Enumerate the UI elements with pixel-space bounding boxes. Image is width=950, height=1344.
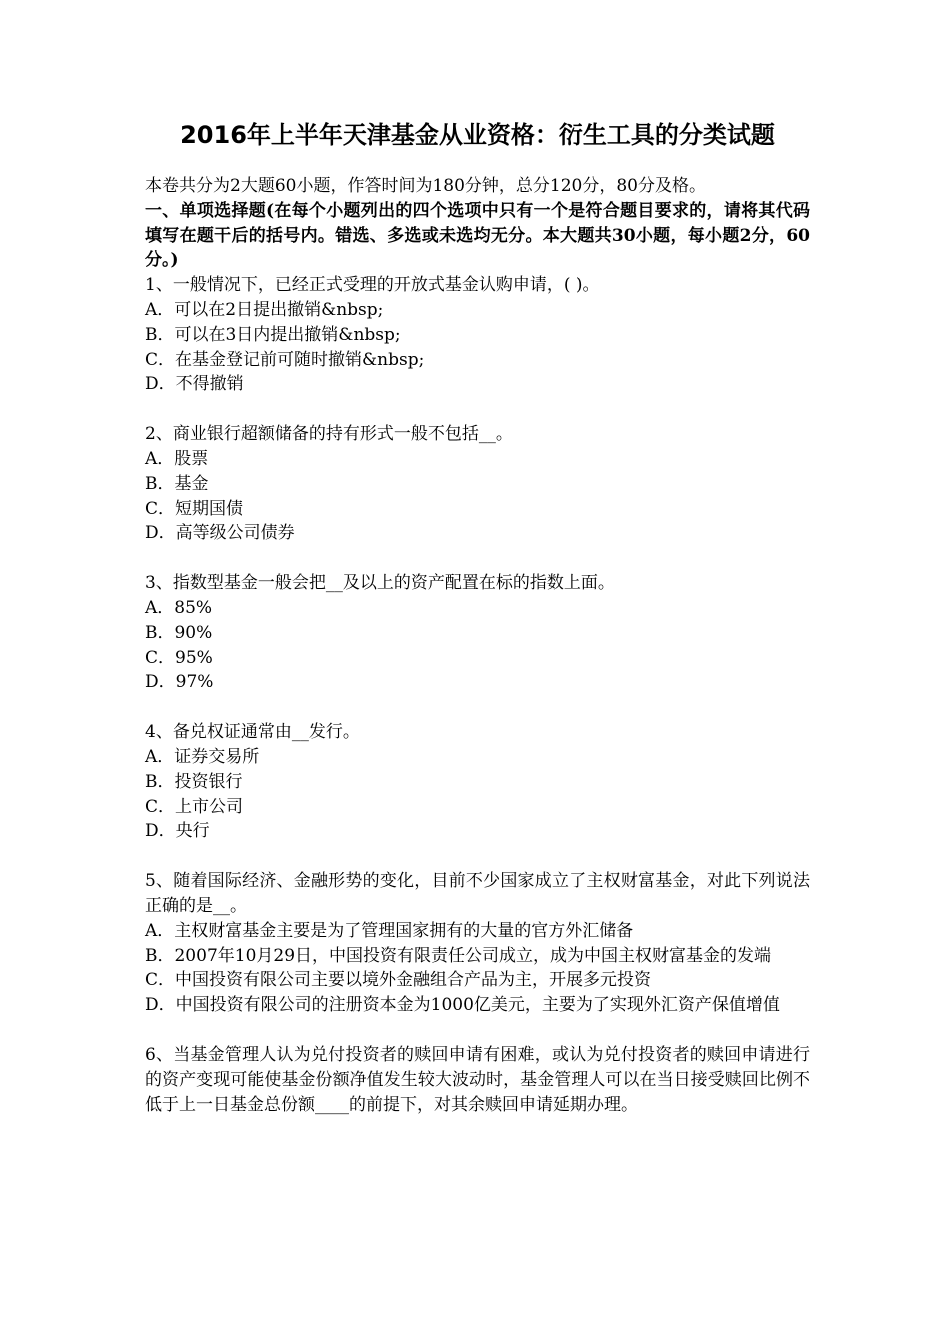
spacer [145,695,810,720]
section-heading: 一、单项选择题(在每个小题列出的四个选项中只有一个是符合题目要求的，请将其代码填写在题干后的括号内。错选、多选或未选均无分。本大题共30小题，每小题2分，60分。) [145,200,810,271]
option-d: D．高等级公司债券 [145,523,295,544]
question-stem: 5、随着国际经济、金融形势的变化，目前不少国家成立了主权财富基金，对此下列说法正确的是__。 [145,871,810,916]
exam-intro: 本卷共分为2大题60小题，作答时间为180分钟，总分120分，80分及格。 [145,176,706,196]
option-c: C．在基金登记前可随时撤销&nbsp; [145,349,425,370]
question-4 [145,720,810,844]
spacer [145,397,810,422]
option-c: C．上市公司 [145,796,244,817]
question-stem: 4、备兑权证通常由__发行。 [145,722,360,743]
spacer [145,1018,810,1043]
option-c: C．中国投资有限公司主要以境外金融组合产品为主，开展多元投资 [145,970,652,991]
option-b: B．90% [145,622,213,643]
question-2 [145,422,810,546]
option-d: D．央行 [145,821,210,842]
option-a: A．可以在2日提出撤销&nbsp; [145,299,384,320]
spacer [145,844,810,869]
question-stem: 6、当基金管理人认为兑付投资者的赎回申请有困难，或认为兑付投资者的赎回申请进行的资产变现可能使基金份额净值发生较大波动时，基金管理人可以在当日接受赎回比例不低于上一日基金总份额____的前提下，对其余赎回申请延期办理。 [145,1044,810,1115]
spacer [145,546,810,571]
option-a: A．85% [145,597,213,618]
question-6 [145,1043,810,1117]
option-b: B．基金 [145,473,209,494]
option-b: B．可以在3日内提出撤销&nbsp; [145,324,401,345]
option-b: B．2007年10月29日，中国投资有限责任公司成立，成为中国主权财富基金的发端 [145,945,772,966]
option-d: D．中国投资有限公司的注册资本金为1000亿美元，主要为了实现外汇资产保值增值 [145,995,780,1016]
option-a: A．股票 [145,448,209,469]
option-a: A．主权财富基金主要是为了管理国家拥有的大量的官方外汇储备 [145,920,634,941]
question-1 [145,273,810,397]
option-c: C．95% [145,647,213,668]
option-c: C．短期国债 [145,498,244,519]
document-page [145,118,810,1117]
option-a: A．证券交易所 [145,746,260,767]
option-d: D．97% [145,672,214,693]
option-d: D．不得撤销 [145,374,244,395]
question-stem: 3、指数型基金一般会把__及以上的资产配置在标的指数上面。 [145,573,615,594]
question-stem: 1、一般情况下，已经正式受理的开放式基金认购申请，( )。 [145,275,600,296]
question-stem: 2、商业银行超额储备的持有形式一般不包括__。 [145,424,513,445]
question-5 [145,869,810,1018]
page-title: 2016年上半年天津基金从业资格：衍生工具的分类试题 [180,121,775,149]
question-3 [145,571,810,695]
option-b: B．投资银行 [145,771,243,792]
